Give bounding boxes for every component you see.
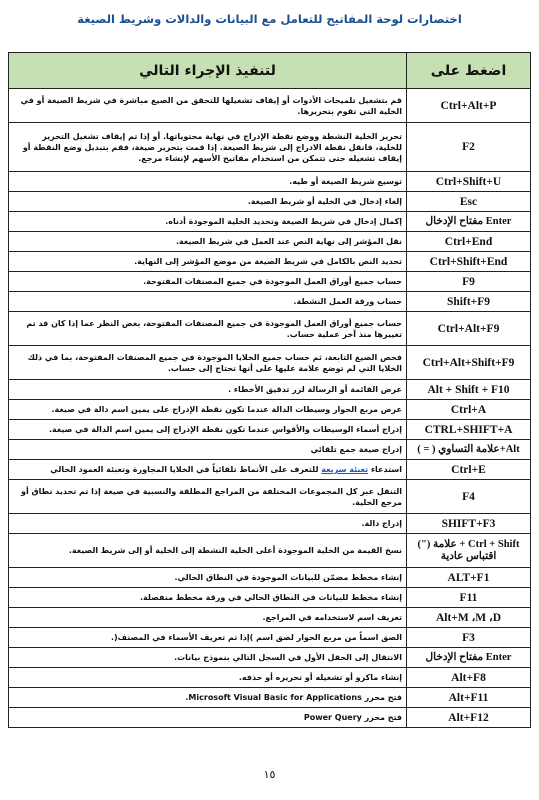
shortcut-key: Alt+F8 [407,668,531,688]
action-cell: إنشاء مخطط مضمّن للبيانات الموجودة في النطاق الحالي. [9,568,407,588]
shortcut-key: Ctrl+A [407,400,531,420]
shortcut-key: F9 [407,272,531,292]
table-row [9,380,531,400]
table-row [9,480,531,514]
action-cell: حساب جميع أوراق العمل الموجودة في جميع المصنفات المفتوحة. [9,272,407,292]
shortcut-key: F2 [407,123,531,172]
table-row [9,648,531,668]
table-row [9,460,531,480]
action-cell: إنشاء مخطط للبيانات في النطاق الحالي في ورقة مخطط منفصلة. [9,588,407,608]
action-cell: إنشاء ماكرو أو تشغيله أو تحريره أو حذفه. [9,668,407,688]
action-cell: فحص الصيغ التابعة، ثم حساب جميع الخلايا الموجودة في جميع المصنفات المفتوحة، بما في ذلك الخلايا التي لم توضع علامة عليها على أنها تحتاج إلى حساب. [9,346,407,380]
table-row [9,608,531,628]
table-row [9,292,531,312]
action-cell: تحرير الخلية النشطة ووضع نقطة الإدراج في نهاية محتوياتها. أو إذا تم إيقاف تشغيل التحرير للخلية، فانقل نقطة الادراج إلى شريط الصيغة. إذا قمت بتحرير صيغة، فقم بتبديل وضع النقطة أو إيقاف تشغيله حتى تتمكن من استخدام مفاتيح الأسهم لإنشاء مرجع. [9,123,407,172]
shortcut-key: Esc [407,192,531,212]
shortcut-key: F11 [407,588,531,608]
table-header-row [9,53,531,89]
header-action: لتنفيذ الإجراء التالي [9,53,407,89]
table-row [9,668,531,688]
table-row [9,440,531,460]
action-cell: حساب ورقة العمل النشطة. [9,292,407,312]
action-cell: قم بتشغيل تلميحات الأدوات أو إيقاف تشغيلها للتحقق من الصيغ مباشرة في شريط الصيغة أو في الخلية التي تقوم بتحريرها. [9,89,407,123]
table-row [9,568,531,588]
header-key: اضغط على [407,53,531,89]
action-text: استدعاء [368,465,402,474]
action-cell: عرض مربع الحوار وسيطات الدالة عندما تكون نقطة الإدراج على يمين اسم دالة في صيغة. [9,400,407,420]
flash-fill-link[interactable]: تعبئة سريعة [321,465,369,474]
action-cell: فتح محرر Power Query [9,708,407,728]
shortcut-key: F4 [407,480,531,514]
shortcut-key: Alt+M ،M ،D [407,608,531,628]
table-row [9,212,531,232]
action-cell: توسيع شريط الصيغة أو طيه. [9,172,407,192]
shortcut-key: Shift+F9 [407,292,531,312]
table-row [9,688,531,708]
shortcut-key: Ctrl+E [407,460,531,480]
shortcut-key: Alt+علامة التساوي ( = ) [407,440,531,460]
action-cell: إكمال إدخال في شريط الصيغة وتحديد الخلية الموجودة أدناه. [9,212,407,232]
table-row [9,514,531,534]
table-row [9,89,531,123]
table-row [9,708,531,728]
table-row [9,400,531,420]
shortcut-key: Ctrl+Alt+F9 [407,312,531,346]
shortcut-key: Ctrl+Alt+Shift+F9 [407,346,531,380]
action-cell: إلغاء إدخال في الخلية أو شريط الصيغة. [9,192,407,212]
table-row [9,588,531,608]
action-cell: عرض القائمة أو الرسالة لزر تدقيق الأخطاء . [9,380,407,400]
table-row [9,628,531,648]
table-row [9,123,531,172]
action-cell: تحديد النص بالكامل في شريط الصيغة من موضع المؤشر إلى النهاية. [9,252,407,272]
table-row [9,420,531,440]
shortcut-table [8,52,531,728]
shortcut-key: Ctrl+End [407,232,531,252]
shortcut-key: ALT+F1 [407,568,531,588]
shortcut-key: Alt+F11 [407,688,531,708]
action-cell: نسخ القيمة من الخلية الموجودة أعلى الخلية النشطة إلى الخلية أو إلى شريط الصيغة. [9,534,407,568]
shortcut-key: Enter مفتاح الإدخال [407,212,531,232]
table-row [9,534,531,568]
table-row [9,312,531,346]
table-row [9,346,531,380]
action-cell: الصق اسماً من مربع الحوار لصق اسم )إذا تم تعريف الأسماء في المصنف(. [9,628,407,648]
shortcut-key: Enter مفتاح الإدخال [407,648,531,668]
shortcut-key: Alt+F12 [407,708,531,728]
table-row [9,252,531,272]
action-cell: حساب جميع أوراق العمل الموجودة في جميع المصنفات المفتوحة، بغض النظر عما إذا كان قد تم تغييرها منذ آخر عملية حساب. [9,312,407,346]
page-number: ١٥ [263,768,276,781]
table-row [9,272,531,292]
action-text: للتعرف على الأنماط تلقائياً في الخلايا المجاورة وتعبئة العمود الحالي [50,465,322,474]
shortcut-key: Ctrl+Shift+U [407,172,531,192]
action-cell: الانتقال إلى الحقل الأول في السجل التالي بنموذج بيانات. [9,648,407,668]
shortcut-key: SHIFT+F3 [407,514,531,534]
action-cell: إدراج دالة. [9,514,407,534]
shortcut-key: Ctrl+Alt+P [407,89,531,123]
shortcut-key: Ctrl+Shift+End [407,252,531,272]
action-cell: التنقل عبر كل المجموعات المختلفة من المراجع المطلقة والنسبية في صيغة إذا تم تحديد نطاق أو مرجع الخلية. [9,480,407,514]
action-cell: إدراج أسماء الوسيطات والأقواس عندما تكون نقطة الإدراج إلى يمين اسم الدالة في صيغة. [9,420,407,440]
table-row [9,192,531,212]
action-cell: تعريف اسم لاستخدامه في المراجع. [9,608,407,628]
shortcut-key: Ctrl + Shift + علامة (") اقتباس عادية [407,534,531,568]
action-cell: فتح محرر Microsoft Visual Basic for Applications. [9,688,407,708]
table-row [9,232,531,252]
action-cell [9,460,407,480]
shortcut-key: Alt + Shift + F10 [407,380,531,400]
shortcut-key: CTRL+SHIFT+A [407,420,531,440]
table-row [9,172,531,192]
page-title: اختصارات لوحة المفاتيح للتعامل مع البيانات والدالات وشريط الصيغة [77,12,462,26]
action-cell: نقل المؤشر إلى نهاية النص عند العمل في شريط الصيغة. [9,232,407,252]
action-cell: إدراج صيغة جمع تلقائي [9,440,407,460]
shortcut-key: F3 [407,628,531,648]
